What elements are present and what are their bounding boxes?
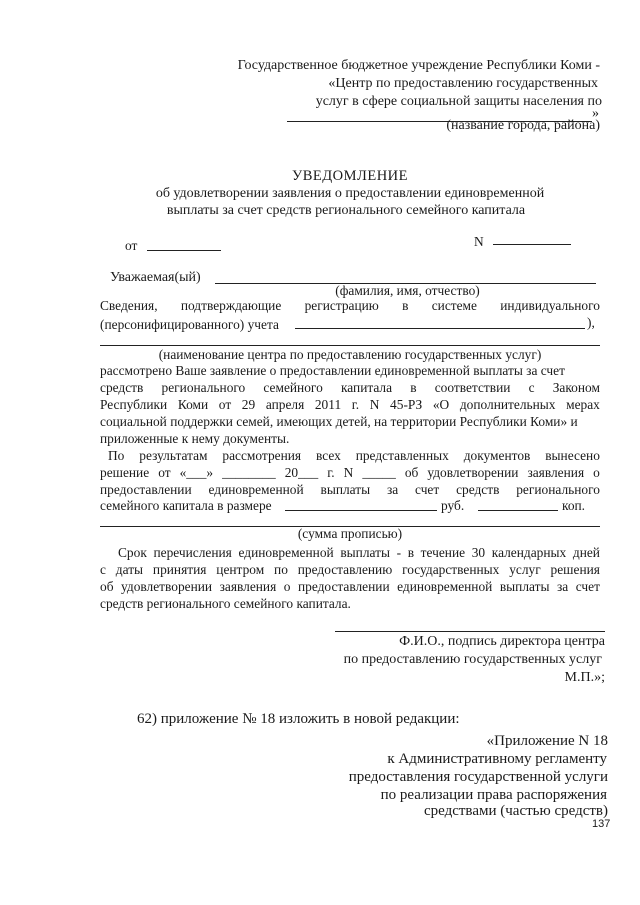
signature-caption-2: по предоставлению государственных услуг — [343, 652, 602, 667]
page-number: 137 — [592, 818, 611, 830]
date-label: от — [125, 238, 138, 253]
appendix-line-3: предоставления государственной услуги — [348, 769, 608, 785]
appendix-line-4: по реализации права распоряжения — [380, 787, 607, 803]
snils-field — [295, 328, 585, 329]
term-line-3: об удовлетворении заявления о предоставлении единовременной выплаты за счет — [100, 579, 600, 594]
registration-line-2-end: ), — [587, 315, 595, 330]
signature-line — [335, 631, 605, 632]
notice-subtitle-1: об удовлетворении заявления о предоставлении единовременной — [155, 186, 545, 201]
body1-line-2: средств регионального семейного капитала в соответствии с Законом — [100, 380, 600, 395]
body2-line-1: По результатам рассмотрения всех представленных документов вынесено — [108, 448, 600, 463]
quote-close: » — [592, 106, 599, 121]
body2-line-3: предоставлении единовременной выплаты за счет средств регионального — [100, 482, 600, 497]
sum-caption: (сумма прописью) — [297, 526, 403, 541]
center-caption: (наименование центра по предоставлению государственных услуг) — [158, 347, 542, 362]
notice-heading: УВЕДОМЛЕНИЕ — [291, 168, 409, 184]
date-field — [147, 250, 221, 251]
body1-line-4: социальной поддержки семей, имеющих детей, на территории Республики Коми» и — [100, 414, 578, 429]
body1-line-3: Республики Коми от 29 апреля 2011 г. N 45-РЗ «О дополнительных мерах — [100, 397, 600, 412]
body1-line-1: рассмотрено Ваше заявление о предоставлении единовременной выплаты за счет — [100, 363, 565, 378]
addressee-line-3: услуг в сфере социальной защиты населения по — [315, 94, 602, 109]
registration-line-1: Сведения, подтверждающие регистрацию в системе индивидуального — [100, 298, 600, 313]
registration-line-2: (персонифицированного) учета — [100, 317, 279, 332]
number-label: N — [474, 234, 484, 249]
city-caption: (название города, района) — [446, 118, 600, 133]
addressee-line-2: «Центр по предоставлению государственных — [328, 76, 598, 91]
amendment-text: 62) приложение № 18 изложить в новой редакции: — [137, 711, 460, 727]
notice-subtitle-2: выплаты за счет средств регионального семейного капитала — [166, 203, 526, 218]
addressee-line-1: Государственное бюджетное учреждение Республики Коми - — [237, 58, 600, 73]
seal-placeholder: М.П.»; — [564, 670, 605, 685]
amount-kop-field — [478, 510, 558, 511]
term-line-1: Срок перечисления единовременной выплаты - в течение 30 календарных дней — [118, 545, 600, 560]
body2-line-2: решение от «___» ________ 20___ г. N _____ об удовлетворении заявления о — [100, 465, 600, 480]
term-line-2: с даты принятия центром по предоставлению государственных услуг решения — [100, 562, 600, 577]
number-field — [493, 244, 571, 245]
signature-caption-1: Ф.И.О., подпись директора центра — [399, 634, 605, 649]
rub-label: руб. — [441, 498, 465, 513]
body2-line-4: семейного капитала в размере — [100, 498, 272, 513]
fio-caption: (фамилия, имя, отчество) — [335, 283, 480, 298]
kop-label: коп. — [562, 498, 586, 513]
greeting-label: Уважаемая(ый) — [110, 270, 201, 285]
body1-line-5: приложенные к нему документы. — [100, 431, 290, 446]
appendix-line-1: «Приложение N 18 — [486, 733, 608, 749]
amount-rub-field — [285, 510, 437, 511]
center-line — [100, 345, 600, 346]
term-line-4: средств регионального семейного капитала. — [100, 596, 351, 611]
appendix-line-5: средствами (частью средств) — [423, 803, 608, 819]
appendix-line-2: к Административному регламенту — [387, 751, 607, 767]
